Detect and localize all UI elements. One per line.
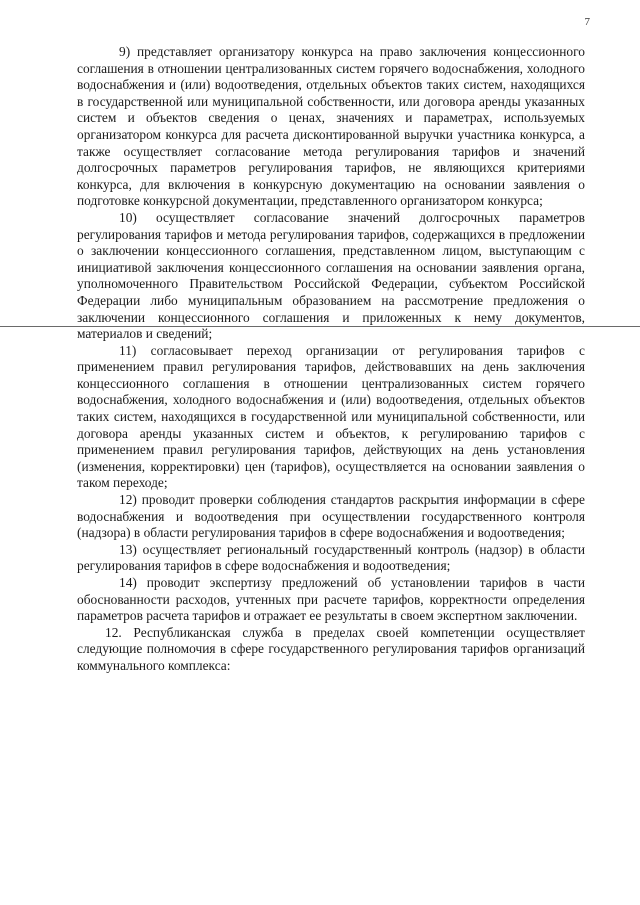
paragraph-item-12: 12) проводит проверки соблюдения стандартов раскрытия информации в сфере водоснабжения и водоотведения при осуществлении государственного контроля (надзора) в области регулирования тарифов в сфере водоснабжения и водоотведения; (77, 492, 585, 541)
section-12-paragraph: 12. Республиканская служба в пределах своей компетенции осуществляет следующие полномочия в сфере государственного регулирования тарифов организаций коммунального комплекса: (77, 624, 585, 673)
paragraph-item-13: 13) осуществляет региональный государственный контроль (надзор) в области регулирования тарифов в сфере водоснабжения и водоотведения; (77, 541, 585, 574)
paragraph-item-14: 14) проводит экспертизу предложений об установлении тарифов в части обоснованности расходов, учтенных при расчете тарифов, корректности определения параметров расчета тарифов и отражает ее результаты в своем экспертном заключении. (77, 575, 585, 624)
document-body (77, 44, 585, 675)
page-number: 7 (584, 16, 590, 28)
paragraph-item-9: 9) представляет организатору конкурса на право заключения концессионного соглашения в отношении централизованных систем горячего водоснабжения, холодного водоснабжения и (или) водоотведения, отдельных объектов таких систем, находящихся в государственной или муниципальной собственности, или договора аренды указанных систем и объектов сведения о ценах, значениях и параметрах, используемых организатором конкурса для расчета дисконтированной выручки участника конкурса, а также осуществляет согласование метода регулирования тарифов и значений долгосрочных параметров регулирования тарифов, не являющихся критериями конкурса, для включения в конкурсную документацию на основании заявления о подготовке конкурсной документации, представленного организатором конкурса; (77, 44, 585, 209)
paragraph-item-11: 11) согласовывает переход организации от регулирования тарифов с применением правил регулирования тарифов, действовавших на день заключения концессионного соглашения в отношении централизованных систем горячего водоснабжения, холодного водоснабжения и (или) водоотведения, отдельных объектов таких систем, находящихся в государственной или муниципальной собственности, или договора аренды указанных систем и объектов, к регулированию тарифов с применением правил регулирования тарифов, действующих на день установления (изменения, корректировки) цен (тарифов), осуществляется на основании заявления о таком переходе; (77, 342, 585, 491)
paragraph-item-10: 10) осуществляет согласование значений долгосрочных параметров регулирования тарифов и метода регулирования тарифов, содержащихся в предложении о заключении концессионного соглашения, представленном лицом, выступающим с инициативой заключения концессионного соглашения на основании заявления органа, уполномоченного Правительством Российской Федерации, субъектом Российской Федерации либо муниципальным образованием на рассмотрение предложения о заключении концессионного соглашения и приложенных к нему документов, материалов и сведений; (77, 209, 585, 342)
